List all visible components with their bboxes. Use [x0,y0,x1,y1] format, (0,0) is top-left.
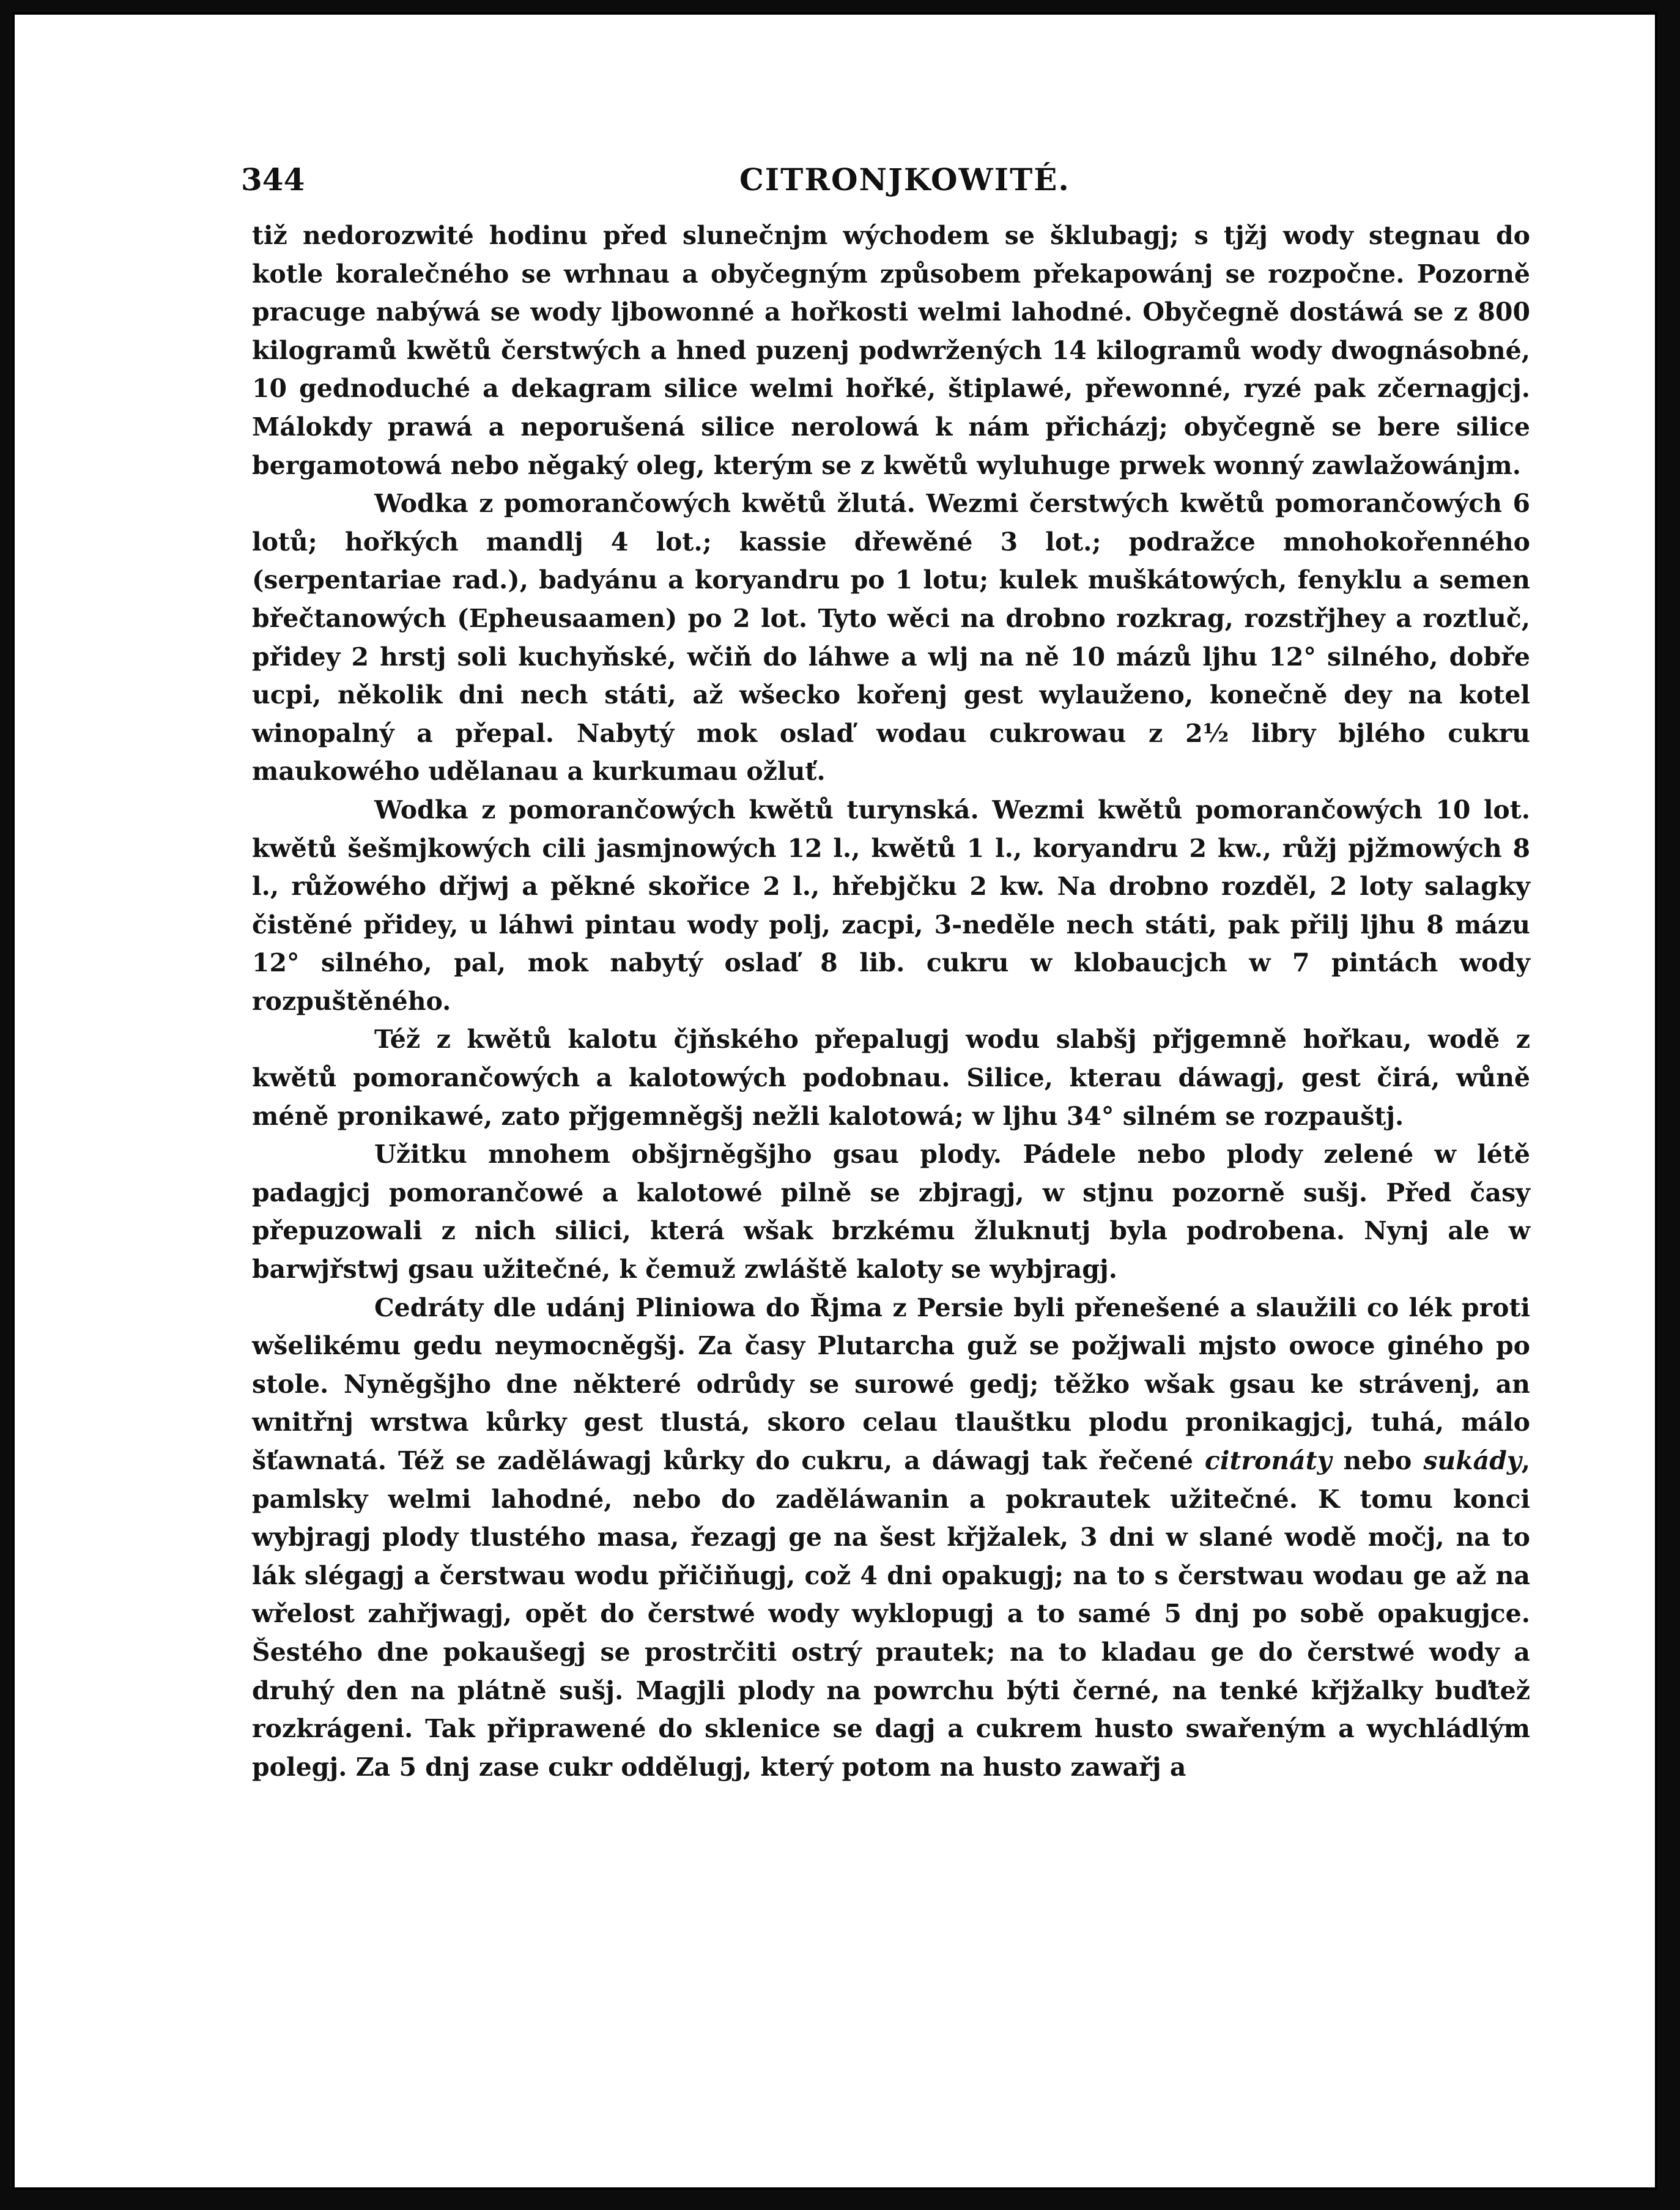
body-text [252,217,1530,1786]
paragraph-kalot [252,1020,1530,1135]
paragraph-text: , pamlsky welmi lahodné, nebo do zaděláwanin a pokrautek užitečné. K tomu konci wybjragj plody tlustého masa, řezagj ge na šest křjžalek, 3 dni w slané wodě močj, na to lák slégagj a čerstwau wodu přičiňugj, což 4 dni opakugj; na to s čerstwau wodau ge až na wřelost zahřjwagj, opět do čerstwé wody wyklopugj a to samé 5 dnj po sobě opakugjce. Šestého dne pokaušegj se prostrčiti ostrý prautek; na to kladau ge do čerstwé wody a druhý den na plátně sušj. Magjli plody na powrchu býti černé, na tenké křjžalky buďtež rozkrágeni. Tak připrawené do sklenice se dagj a cukrem husto swařeným a wychládlým polegj. Za 5 dnj zase cukr oddělugj, který potom na husto zawařj a [252,1446,1530,1782]
italic-term-citronaty: citronáty [1204,1446,1332,1475]
italic-term-sukady: sukády [1423,1446,1522,1475]
paragraph-text: Cedráty dle udánj Pliniowa do Řjma z Persie byli přenešené a slaužili co lék proti wšelikému gedu neymocněgšj. Za časy Plutarcha guž se požjwali mjsto owoce giného po stole. Nyněgšjho dne některé odrůdy se surowé gedj; těžko wšak gsau ke strávenj, an wnitřnj wrstwa kůrky gest tlustá, skoro celau tlauštku plodu pronikagjcj, tuhá, málo šťawnatá. Též se zaděláwagj kůrky do cukru, a dáwagj tak řečené [252,1292,1530,1475]
paragraph-wodka-zluta [252,484,1530,791]
paragraph-text: Wodka z pomorančowých kwětů žlutá. Wezmi čerstwých kwětů pomorančowých 6 lotů; hořkých mandlj 4 lot.; kassie dřewěné 3 lot.; podražce mnohokořenného (serpentariae rad.), badyánu a koryandru po 1 lotu; kulek muškátowých, fenyklu a semen břečtanowých (Epheusaamen) po 2 lot. Tyto wěci na drobno rozkrag, rozstřjhey a roztluč, přidey 2 hrstj soli kuchyňské, wčiň do láhwe a wlj na ně 10 mázů ljhu 12° silného, dobře ucpi, několik dni nech státi, až wšecko kořenj gest wylauženo, konečně dey na kotel winopalný a přepal. Nabytý mok oslaď wodau cukrowau z 2½ libry bjlého cukru maukowého udělanau a kurkumau ožluť. [252,489,1530,787]
paragraph-text: nebo [1331,1446,1424,1475]
page-header [241,157,1538,206]
book-page [12,12,1657,2190]
page-number: 344 [241,161,305,198]
paragraph-cedraty [252,1289,1530,1787]
paragraph-text: tiž nedorozwité hodinu před slunečnjm wýchodem se šklubagj; s tjžj wody stegnau do kotle koralečného se wrhnau a obyčegným způsobem překapowánj se rozpočne. Pozorně pracuge nabýwá se wody ljbowonné a hořkosti welmi lahodné. Obyčegně dostáwá se z 800 kilogramů kwětů čerstwých a hned puzenj podwržených 14 kilogramů wody dwognásobné, 10 gednoduché a dekagram silice welmi hořké, štiplawé, přewonné, ryzé pak zčernagjcj. Málokdy prawá a neporušená silice nerolowá k nám přicházj; obyčegně se bere silice bergamotowá nebo něgaký oleg, kterým se z kwětů wyluhuge prwek wonný zawlažowánjm. [252,221,1530,480]
paragraph-text: Užitku mnohem obšjrněgšjho gsau plody. Pádele nebo plody zelené w létě padagjcj pomorančowé a kalotowé pilně se zbjragj, w stjnu pozorně sušj. Před časy přepuzowali z nich silici, která wšak brzkému žluknutj byla podrobena. Nynj ale w barwjřstwj gsau užitečné, k čemuž zwláště kaloty se wybjragj. [252,1140,1530,1285]
paragraph-wodka-turynska [252,791,1530,1021]
paragraph-text: Wodka z pomorančowých kwětů turynská. Wezmi kwětů pomorančowých 10 lot. kwětů šešmjkowých cili jasmjnowých 12 l., kwětů 1 l., koryandru 2 kw., růžj pjžmowých 8 l., růžowého dřjwj a pěkné skořice 2 l., hřebjčku 2 kw. Na drobno rozděl, 2 loty salagky čistěné přidey, u láhwi pintau wody polj, zacpi, 3-neděle nech státi, pak přilj ljhu 8 mázu 12° silného, pal, mok nabytý oslaď 8 lib. cukru w klobaucjch w 7 pintách wody rozpuštěného. [252,795,1530,1016]
running-title: CITRONJKOWITÉ. [739,161,1070,198]
paragraph-text: Též z kwětů kalotu čjňského přepalugj wodu slabšj přjgemně hořkau, wodě z kwětů pomorančowých a kalotowých podobnau. Silice, kterau dáwagj, gest čirá, wůně méně pronikawé, zato přjgemněgšj nežli kalotowá; w ljhu 34° silném se rozpauštj. [252,1025,1530,1131]
paragraph-plody [252,1135,1530,1288]
paragraph-continuation [252,217,1530,484]
